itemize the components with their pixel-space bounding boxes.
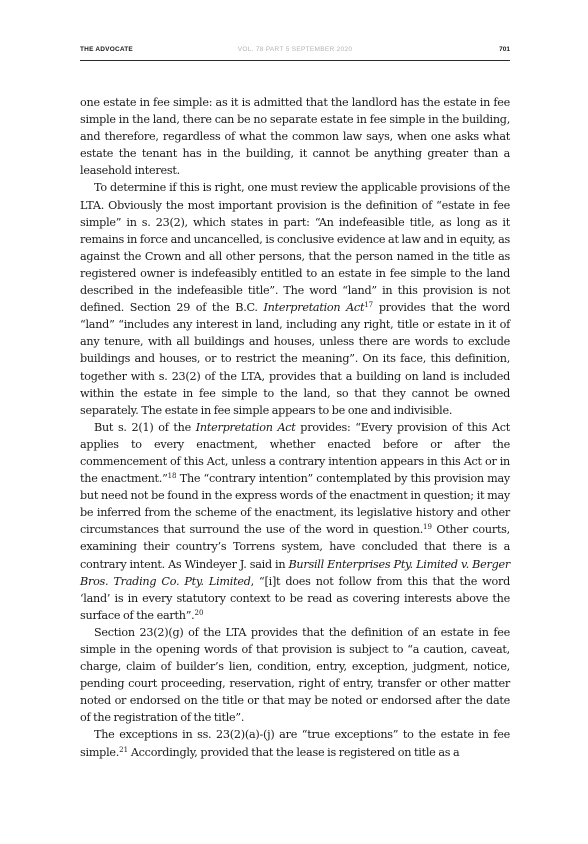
paragraph-text: Other courts, examining their country’s Torrens system, have concluded that there is a contrary intent. As Windeyer J. said in — [80, 523, 510, 571]
paragraph-text: provides that the word “land” “includes any interest in land, including any right, title or estate in it of any tenure, with all buildings and houses, unless there are words to exclude buildings and houses, or to restrict the meaning”. On its face, this definition, together with s. 23(2) of the LTA, provides that a building on land is included within the estate in fee simple to the land, so that they cannot be owned separately. The estate in fee simple appears to be one and indivisible. — [80, 301, 511, 417]
running-header — [80, 44, 510, 61]
italic-title: Interpretation Act — [263, 301, 365, 315]
paragraph-5 — [80, 726, 510, 760]
paragraph-text: But s. 2(1) of the — [94, 420, 196, 434]
page-number: 701 — [499, 46, 510, 53]
footnote-reference: 18 — [167, 472, 177, 481]
article-body — [80, 94, 510, 761]
footnote-reference: 21 — [119, 745, 129, 754]
issue-info: VOL. 78 PART 5 SEPTEMBER 2020 — [237, 46, 353, 53]
footnote-reference: 17 — [364, 301, 374, 310]
journal-name: THE ADVOCATE — [80, 46, 133, 53]
paragraph-text: , “[i]t does not follow from this that the word ‘land’ is in every statutory context to be read as covering interests above the surface of the earth”. — [80, 574, 510, 622]
paragraph-4 — [80, 624, 510, 727]
paragraph-text: provides: “Every provision of this Act applies to every enactment, whether enacted before or after the commencement of this Act, unless a contrary intention appears in this Act or in the enactment.” — [80, 420, 510, 486]
italic-title: Bursill Enterprises Pty. Limited v. Berger Bros. Trading Co. Pty. Limited — [80, 557, 510, 588]
paragraph-text: The exceptions in ss. 23(2)(a)-(j) are “true exceptions” to the estate in fee simple. — [80, 728, 510, 759]
paragraph-text: Section 23(2)(g) of the LTA provides that the definition of an estate in fee simple in the opening words of that provision is subject to “a caution, caveat, charge, claim of builder’s lien, condition, entry, exception, judgment, notice, pending court proceeding, reservation, right of entry, transfer or other matter noted or endorsed on the title or that may be noted or endorsed after the date of the registration of the title”. — [80, 625, 510, 725]
paragraph-2 — [80, 179, 510, 418]
italic-title: Interpretation Act — [195, 420, 296, 434]
paragraph-1 — [80, 94, 510, 179]
footnote-reference: 20 — [194, 608, 204, 617]
paragraph-text: The “contrary intention” contemplated by this provision may but need not be found in the express words of the enactment in question; it may be inferred from the scheme of the enactment, its legislative history and other circumstances that surround the use of the word in question. — [80, 472, 510, 537]
paragraph-text: Accordingly, provided that the lease is registered on title as a — [128, 745, 460, 759]
paragraph-text: To determine if this is right, one must review the applicable provisions of the LTA. Obviously the most important provision is the definition of “estate in fee simple” in s. 23(2), which states in part: “An indefeasible title, as long as it remains in force and uncancelled, is conclusive evidence at law and in equity, as against the Crown and all other persons, that the person named in the title as registered owner is indefeasibly entitled to an estate in fee simple to the land described in the indefeasible title”. The word “land” in this provision is not defined. Section 29 of the B.C. — [80, 181, 511, 315]
paragraph-3 — [80, 419, 510, 624]
footnote-reference: 19 — [423, 523, 432, 532]
paragraph-text: one estate in fee simple: as it is admitted that the landlord has the estate in fee simple in the land, there can be no separate estate in fee simple in the building, and therefore, regardless of what the common law says, when one asks what estate the tenant has in the building, it cannot be anything greater than a leasehold interest. — [80, 96, 510, 178]
